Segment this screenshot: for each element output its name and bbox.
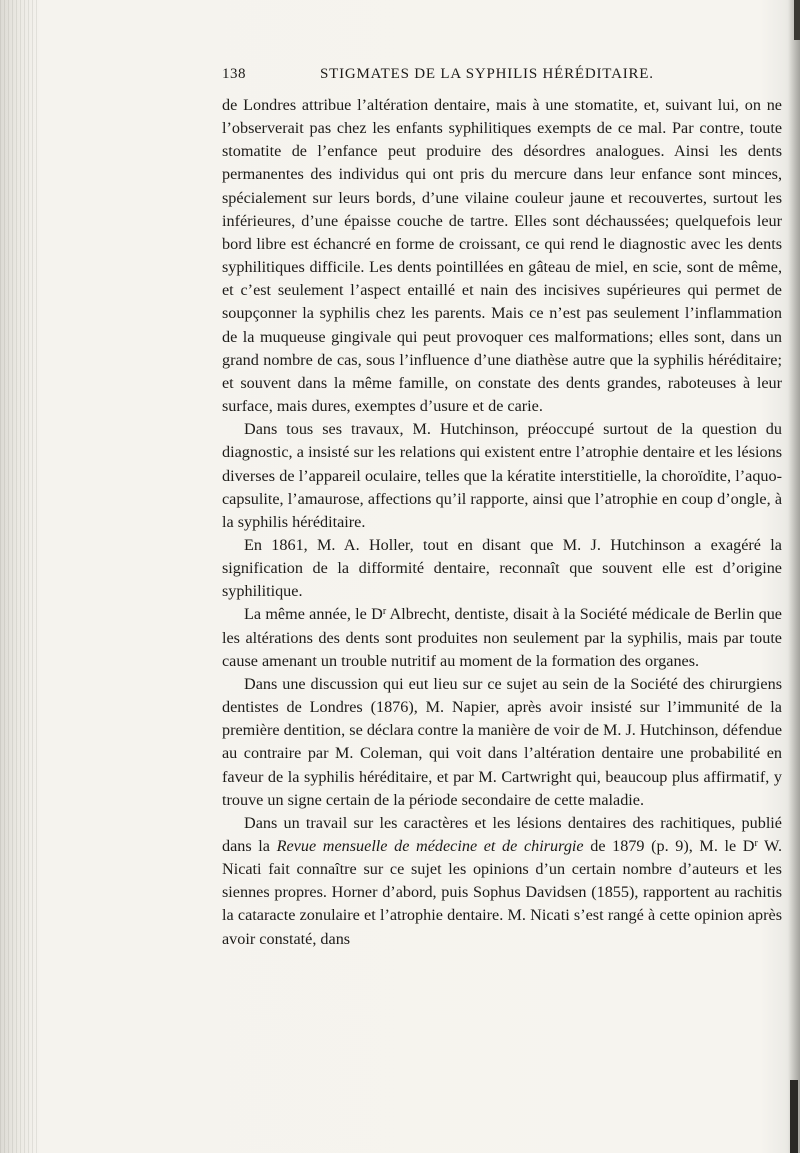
paragraph-2: Dans tous ses travaux, M. Hutchinson, préoccupé surtout de la question du diagnostic, a insisté sur les relations qui existent entre l’atrophie dentaire et les lésions diverses de l’appareil oculaire, telles que la kératite interstitielle, la choroïdite, l’aquo-capsulite, l’amaurose, affections qu’il rapporte, ainsi que l’atrophie en coup d’ongle, à la syphilis héréditaire. bbox=[222, 420, 782, 531]
paragraph-6 bbox=[222, 812, 782, 951]
running-header bbox=[222, 66, 782, 86]
journal-title: Revue mensuelle de médecine et de chirurgie bbox=[276, 837, 584, 855]
paragraph-3: En 1861, M. A. Holler, tout en disant que M. J. Hutchinson a exagéré la signification de la difformité dentaire, reconnaît que souvent elle est d’origine syphilitique. bbox=[222, 535, 782, 601]
paragraph-4-start: La même année, le D bbox=[244, 605, 383, 624]
paragraph-6-start: Dans un travail sur les caractères et les lésions dentaires des rachitiques, publié dans la bbox=[222, 813, 782, 855]
paragraph-5: Dans une discussion qui eut lieu sur ce sujet au sein de la Société des chirurgiens dentistes de Londres (1876), M. Napier, après avoir insisté sur l’immunité de la première dentition, se déclara contre la manière de voir de M. J. Hutchinson, défendue au contraire par M. Coleman, qui voit dans l’altération dentaire une probabilité en faveur de la syphilis héréditaire, et par M. Cartwright qui, beaucoup plus affirmatif, y trouve un signe certain de la période secondaire de cette maladie. bbox=[222, 674, 782, 809]
scan-edge-mark-top bbox=[794, 0, 800, 40]
page-edge-shadow bbox=[788, 0, 800, 1153]
paragraph-4 bbox=[222, 603, 782, 672]
superscript-r: r bbox=[754, 838, 758, 849]
scan-edge-mark-bottom bbox=[790, 1080, 798, 1153]
paragraph-4-end: Albrecht, dentiste, disait à la Société médicale de Berlin que les altérations des dents sont produites non seulement par la syphilis, mais par toute cause amenant un trouble nutritif au moment de la formation des organes. bbox=[222, 605, 782, 670]
running-title: STIGMATES DE LA SYPHILIS HÉRÉDITAIRE. bbox=[320, 66, 654, 82]
paragraph-6-middle: de 1879 (p. 9), M. le D bbox=[583, 837, 755, 855]
page-number: 138 bbox=[222, 66, 246, 82]
superscript-r: r bbox=[382, 606, 387, 618]
binding-gutter bbox=[0, 0, 40, 1153]
body-text bbox=[222, 94, 782, 951]
paragraph-6-end: W. Nicati fait connaître sur ce sujet les opinions d’un certain nombre d’auteurs et les siennes propres. Horner d’abord, puis Sophus Davidsen (1855), rapportent au rachitis la cataracte zonulaire et l’atrophie dentaire. M. Nicati s’est rangé à cette opinion après avoir constaté, dans bbox=[222, 837, 783, 948]
paragraph-1: de Londres attribue l’altération dentaire, mais à une stomatite, et, suivant lui, on ne l’observerait pas chez les enfants syphilitiques exempts de ce mal. Par contre, toute stomatite de l’enfance peut produire des désordres analogues. Ainsi les dents permanentes des individus qui ont pris du mercure dans leur enfance sont minces, spécialement sur leurs bords, d’une vilaine couleur jaune et recouvertes, surtout les inférieures, d’une épaisse couche de tartre. Elles sont déchaussées; quelquefois leur bord libre est échancré en forme de croissant, ce qui rend le diagnostic avec les dents syphilitiques difficile. Les dents pointillées en gâteau de miel, en scie, sont de même, et c’est seulement l’aspect entaillé et nain des incisives supérieures qui permet de soupçonner la syphilis chez les parents. Mais ce n’est pas seulement l’inflammation de la muqueuse gingivale qui peut provoquer ces malformations; elles sont, dans un grand nombre de cas, sous l’influence d’une diathèse autre que la syphilis héréditaire; et souvent dans la même famille, on constate des dents grandes, raboteuses à leur surface, mais dures, exemptes d’usure et de carie. bbox=[222, 96, 782, 416]
